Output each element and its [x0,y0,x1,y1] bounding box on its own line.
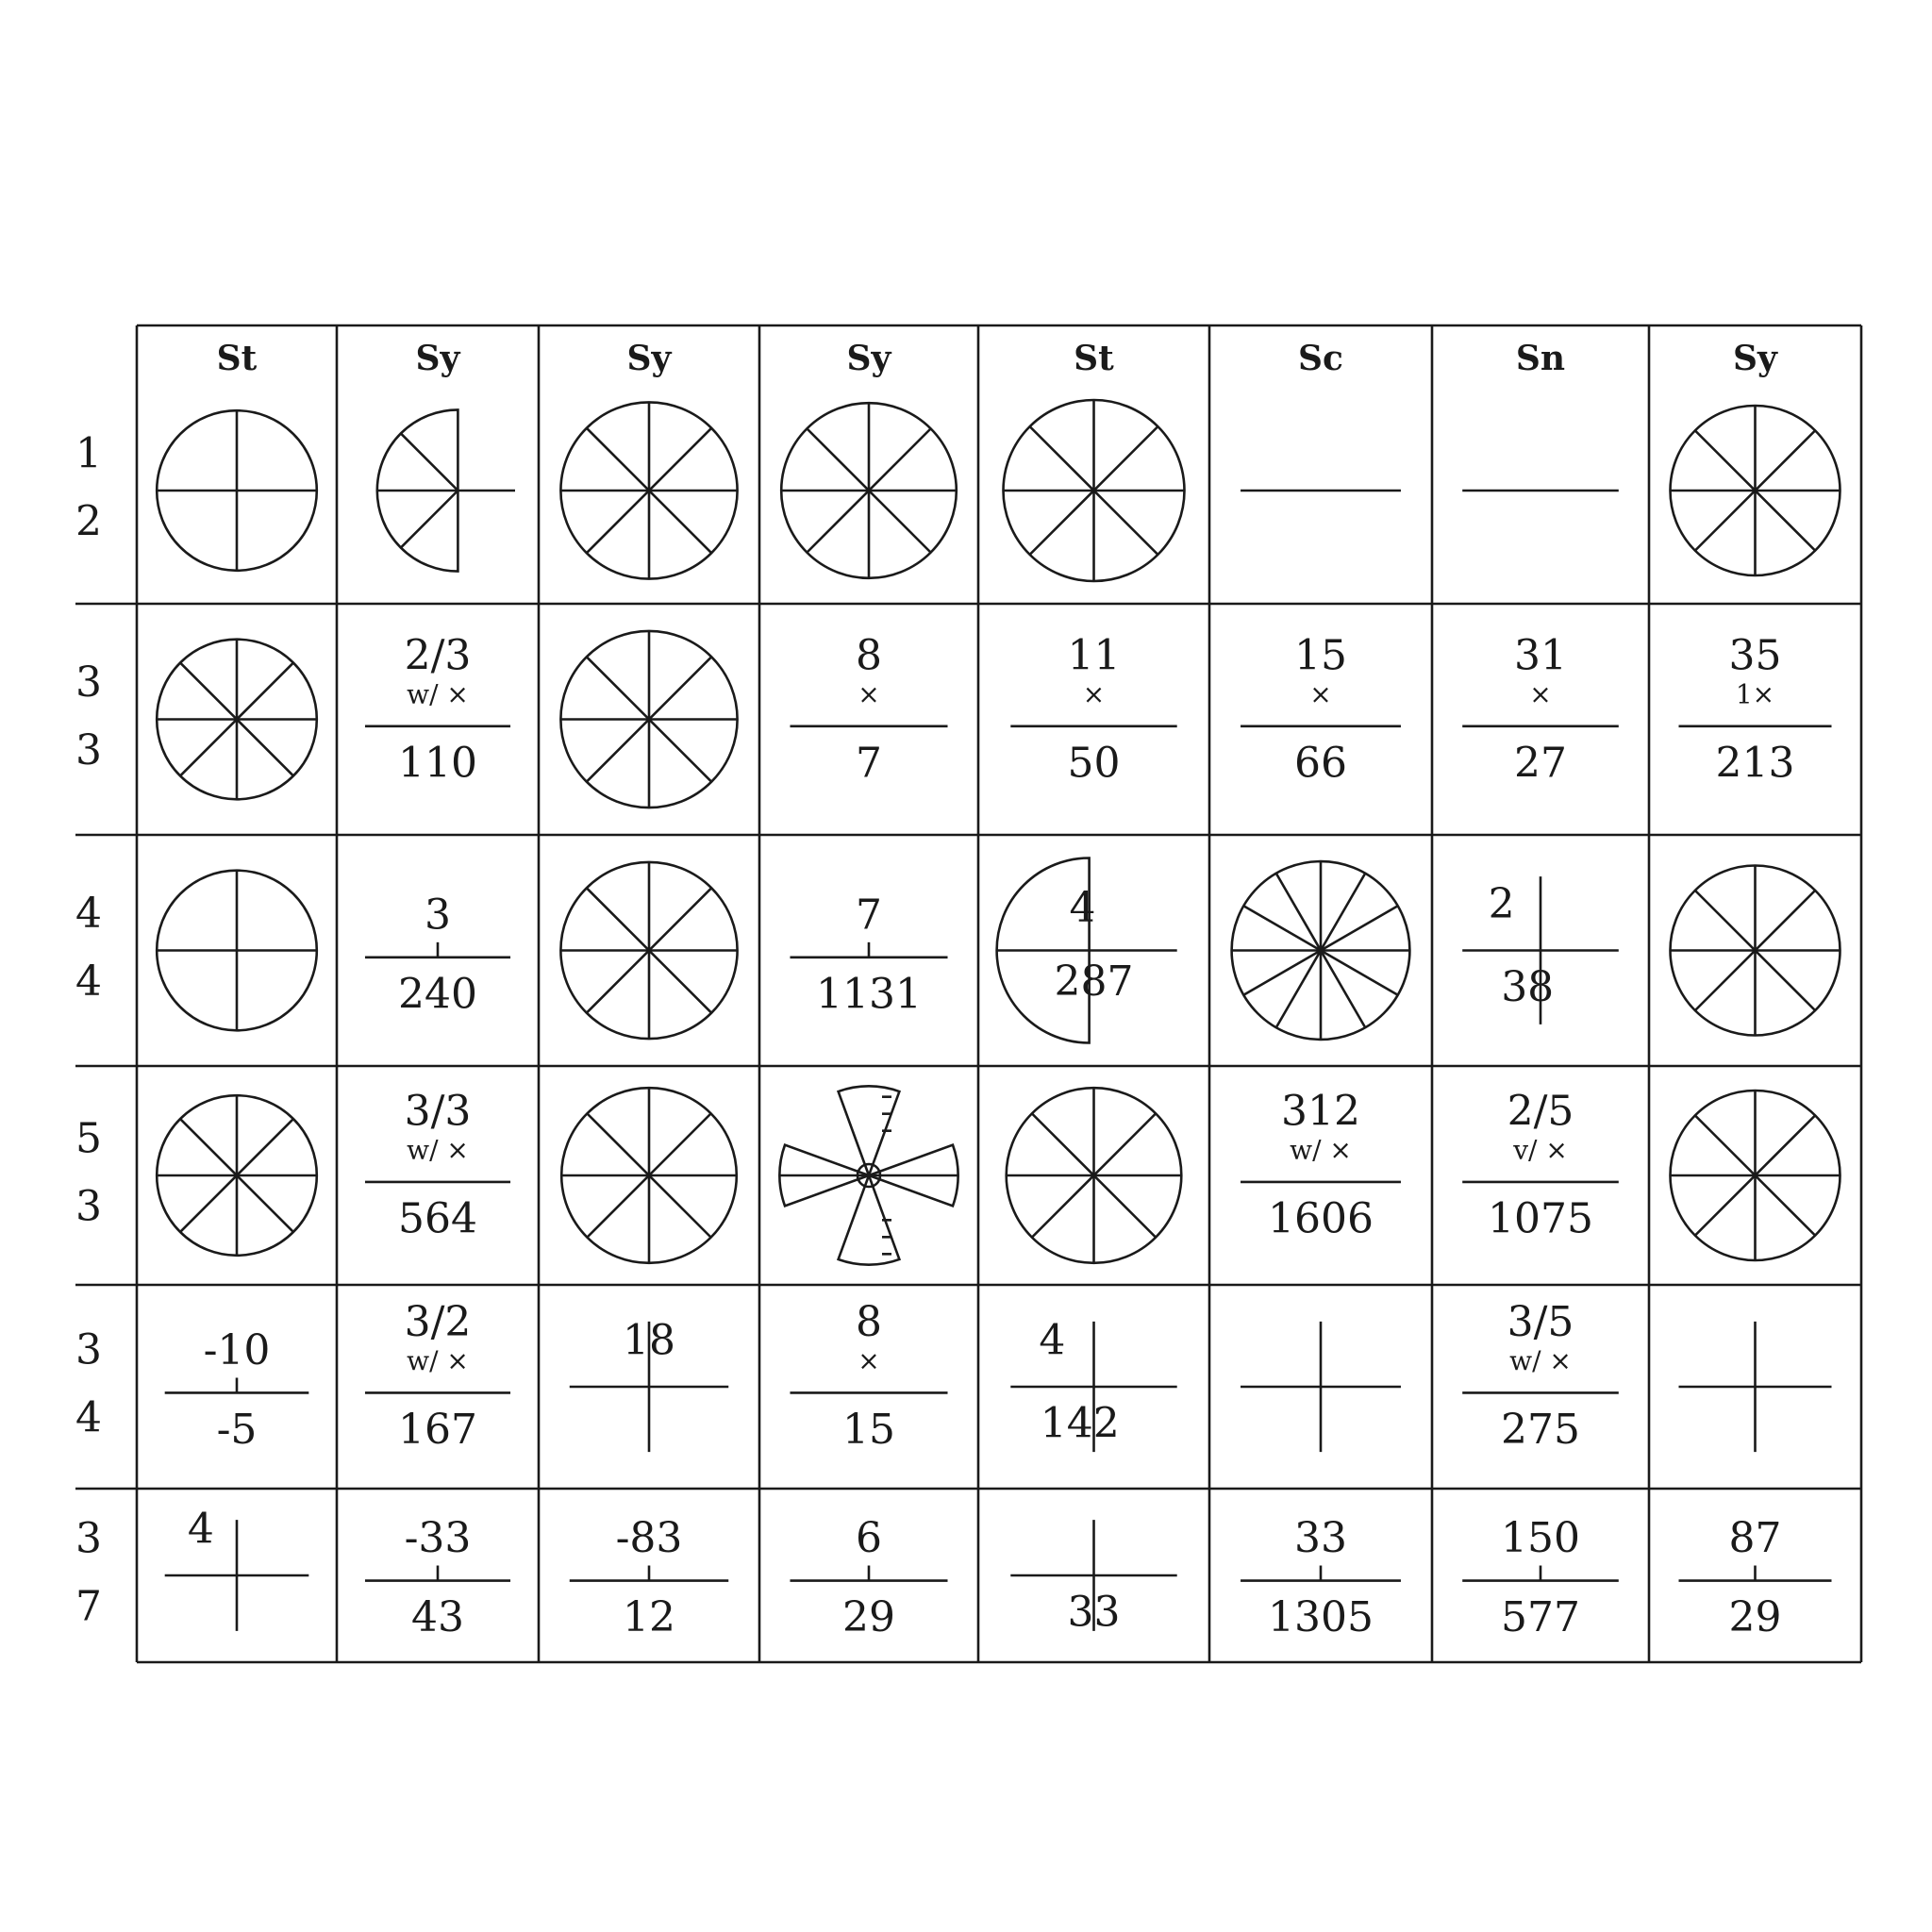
cell-r2-c6 [1241,631,1401,787]
cell-r4-c1 [157,1095,317,1256]
cell-r3-c1 [157,871,317,1031]
numerator: 3/2 [404,1297,472,1346]
column-header: Sy [415,339,460,378]
row-label-bottom: 3 [75,1182,102,1231]
numerator: -10 [203,1325,271,1374]
multiplier-note: w/ × [407,678,469,710]
cell-r5-c2 [365,1298,510,1454]
numerator: 2 [1488,880,1515,928]
multiplier-note: w/ × [407,1134,469,1166]
cell-r2-c1 [157,640,317,800]
column-header: St [216,339,258,378]
row-label-top: 3 [75,1325,102,1374]
cell-r5-c5 [1010,1317,1176,1453]
cell-r5-c4 [790,1298,947,1454]
cell-r2-c7 [1462,631,1619,787]
cell-r1-c5 [1004,400,1185,581]
column-header: Sy [1733,339,1777,378]
denominator: 66 [1294,739,1347,788]
denominator: 577 [1501,1593,1580,1642]
numerator: 87 [1728,1514,1782,1563]
denominator: 33 [1067,1588,1121,1637]
denominator: 564 [398,1194,477,1243]
denominator: 29 [1728,1593,1782,1642]
row-label-bottom: 2 [75,497,102,546]
numerator: 8 [856,631,882,680]
cell-r3-c2 [365,891,510,1018]
cell-r4-c4 [779,1086,958,1264]
multiplier-note: 1× [1735,678,1775,710]
cell-r6-c5 [1010,1520,1176,1636]
cell-r3-c3 [560,862,737,1039]
cell-r2-c5 [1010,631,1176,787]
denominator: -5 [216,1405,258,1454]
multiplier-note: × [858,1344,880,1376]
numerator: 11 [1067,631,1121,680]
cell-r3-c6 [1232,861,1410,1040]
column-header: Sy [846,339,891,378]
denominator: 275 [1501,1405,1580,1454]
numerator: 3/3 [404,1087,472,1136]
numerator: 4 [187,1505,214,1554]
numerator: 7 [856,891,882,940]
multiplier-note: w/ × [1290,1134,1352,1166]
cell-r2-c3 [560,631,737,808]
row-label-bottom: 7 [75,1582,102,1631]
denominator: 167 [398,1405,477,1454]
multiplier-note: × [1082,678,1106,710]
numerator: 33 [1294,1514,1347,1563]
numerator: -33 [404,1514,472,1563]
multiplier-note: × [858,678,880,710]
denominator: 142 [1040,1399,1120,1448]
cell-r4-c6 [1241,1087,1401,1242]
denominator: 110 [398,739,477,788]
numerator: 35 [1728,631,1782,680]
cell-r6-c3 [570,1514,728,1641]
denominator: 1305 [1268,1593,1374,1642]
denominator: 1606 [1268,1194,1374,1243]
cell-r2-c2 [365,631,510,787]
cell-r3-c5 [997,858,1177,1043]
column-header: Sy [626,339,672,378]
numerator: 6 [856,1514,882,1563]
numerator: 2/3 [404,631,472,680]
denominator: 15 [842,1405,895,1454]
denominator: 38 [1501,963,1555,1011]
numerator: 18 [623,1316,675,1365]
multiplier-note: w/ × [1509,1344,1572,1376]
cell-r4-c8 [1671,1091,1840,1260]
multiplier-note: × [1309,678,1332,710]
cell-r3-c7 [1462,876,1619,1024]
multiplier-note: v/ × [1513,1134,1568,1166]
denominator: 213 [1715,739,1795,788]
spoke-line [401,434,458,491]
cell-r1-c2 [377,409,515,571]
denominator: 287 [1054,958,1134,1006]
cell-r1-c8 [1671,406,1840,575]
cell-r2-c8 [1679,631,1832,787]
cell-r6-c1 [165,1506,309,1631]
numerator: -83 [615,1514,683,1563]
denominator: 7 [856,739,882,788]
cell-r3-c4 [790,891,947,1018]
denominator: 12 [623,1593,675,1642]
row-label-top: 3 [75,658,102,707]
cell-r5-c6 [1241,1322,1401,1452]
denominator: 29 [842,1593,895,1642]
numerator: 150 [1501,1514,1580,1563]
denominator: 1131 [816,970,922,1019]
cell-r1-c4 [781,403,957,578]
cell-r4-c5 [1007,1088,1182,1263]
numerator: 4 [1039,1316,1066,1365]
cell-r6-c2 [365,1514,510,1641]
numerator: 3 [425,891,451,940]
row-label-bottom: 3 [75,726,102,774]
row-label-bottom: 4 [75,1393,102,1442]
row-label-top: 1 [75,429,102,478]
numerator: 312 [1281,1087,1360,1136]
cell-r6-c7 [1462,1514,1619,1641]
denominator: 1075 [1488,1194,1593,1243]
cell-r5-c8 [1679,1322,1832,1452]
cell-r5-c3 [570,1317,728,1453]
spoke-line [401,491,458,547]
denominator: 50 [1067,739,1121,788]
row-label-top: 3 [75,1514,102,1563]
multiplier-note: × [1529,678,1552,710]
multiplier-note: w/ × [407,1344,469,1376]
denominator: 43 [411,1593,464,1642]
denominator: 240 [398,970,477,1019]
numerator: 15 [1294,631,1347,680]
cell-r1-c3 [560,402,737,578]
cell-r3-c8 [1671,866,1840,1036]
numerator: 3/5 [1507,1297,1574,1346]
column-header: Sn [1515,339,1566,378]
row-label-bottom: 4 [75,958,102,1006]
cell-r5-c1 [165,1326,309,1454]
cell-r4-c7 [1462,1087,1619,1242]
column-header: Sc [1298,339,1343,378]
row-label-top: 4 [75,890,102,938]
row-label-top: 5 [75,1114,102,1163]
cell-r6-c8 [1679,1514,1832,1641]
numerator: 8 [856,1297,882,1346]
cell-r4-c2 [365,1087,510,1242]
column-header: St [1074,339,1114,378]
cell-r6-c4 [790,1514,947,1641]
cell-r6-c6 [1241,1514,1401,1641]
cell-r5-c7 [1462,1298,1619,1454]
numerator: 31 [1514,631,1567,680]
cell-r1-c1 [157,410,317,571]
numerator: 2/5 [1507,1087,1574,1136]
cell-r2-c4 [790,631,947,787]
denominator: 27 [1514,739,1567,788]
cell-r4-c3 [561,1088,737,1263]
numerator: 4 [1069,884,1096,932]
